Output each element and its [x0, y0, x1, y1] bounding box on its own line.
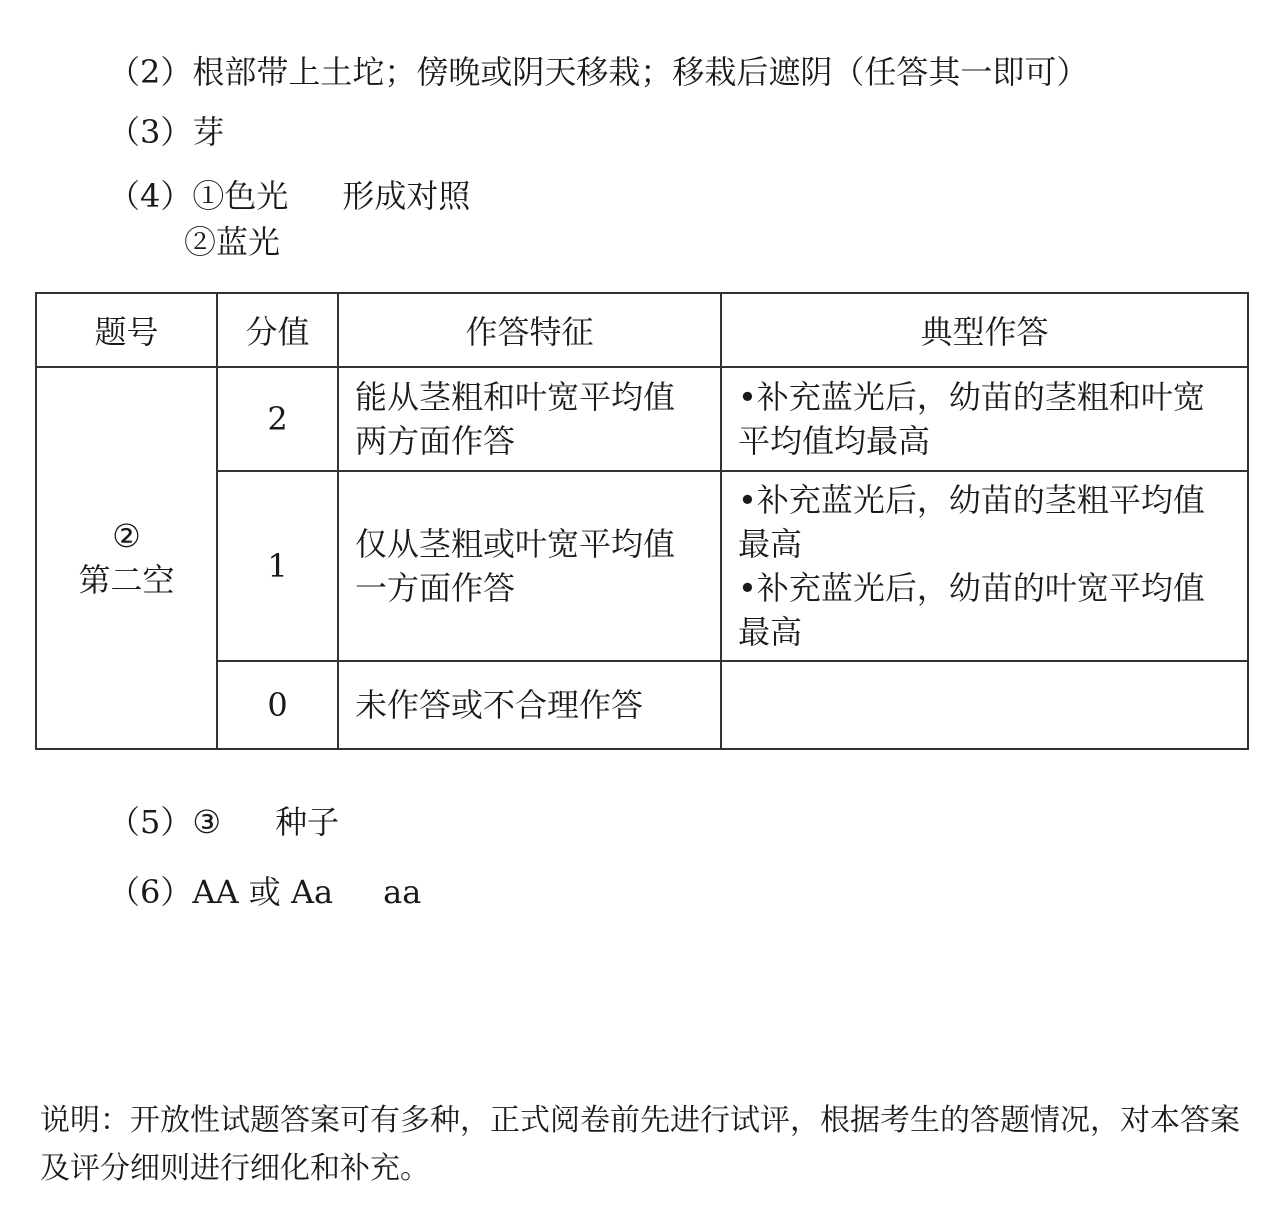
answer-5-number: （5）: [108, 803, 193, 841]
answer-2-text: 根部带上土坨；傍晚或阴天移栽；移栽后遮阴（任答其一即可）: [192, 53, 1089, 91]
answer-5-part1: ③: [192, 803, 222, 841]
typical-answer: •补充蓝光后，幼苗的茎粗和叶宽平均值均最高: [738, 378, 1205, 460]
score-cell: 1: [217, 471, 338, 661]
feature-text: 仅从茎粗或叶宽平均值一方面作答: [355, 525, 676, 607]
typical-answer: •补充蓝光后，幼苗的茎粗平均值最高: [738, 481, 1205, 563]
grading-note: 说明：开放性试题答案可有多种，正式阅卷前先进行试评，根据考生的答题情况，对本答案及评分细则进行细化和补充。: [40, 1103, 1240, 1186]
answer-2-number: （2）: [108, 53, 193, 91]
table-header-row: [36, 293, 1248, 367]
typical-cell: [721, 661, 1248, 749]
answer-4-number: （4）: [108, 177, 193, 215]
header-question: 题号: [36, 293, 217, 367]
typical-cell: [721, 367, 1248, 471]
table-row: [36, 367, 1248, 471]
answer-2: [108, 52, 1088, 92]
answer-3: [108, 112, 224, 152]
answer-4-part2: ②蓝光: [184, 223, 281, 261]
scoring-table: [35, 292, 1249, 750]
answer-4: [108, 176, 470, 216]
answer-4-part1: ①色光: [192, 177, 289, 215]
feature-cell: [338, 367, 721, 471]
score-cell: 2: [217, 367, 338, 471]
answer-6-part2: aa: [383, 873, 422, 911]
answer-4-part1b: 形成对照: [342, 177, 471, 215]
answer-5-part2: 种子: [275, 803, 340, 841]
answer-6-part1: AA 或 Aa: [192, 873, 334, 911]
answer-5: [108, 802, 339, 842]
typical-cell: [721, 471, 1248, 661]
feature-cell: [338, 471, 721, 661]
table-row: [36, 661, 1248, 749]
question-label-2: 第二空: [78, 561, 175, 599]
question-cell: [36, 367, 217, 749]
header-feature: 作答特征: [338, 293, 721, 367]
answer-3-number: （3）: [108, 113, 193, 151]
table-row: [36, 471, 1248, 661]
feature-cell: [338, 661, 721, 749]
answer-4-line2: [184, 222, 280, 262]
answer-6: [108, 872, 421, 912]
score-cell: 0: [217, 661, 338, 749]
header-typical: 典型作答: [721, 293, 1248, 367]
feature-text: 未作答或不合理作答: [355, 686, 644, 724]
feature-text: 能从茎粗和叶宽平均值两方面作答: [355, 378, 676, 460]
header-score: 分值: [217, 293, 338, 367]
typical-answer: •补充蓝光后，幼苗的叶宽平均值最高: [738, 569, 1205, 651]
question-label-1: ②: [112, 517, 141, 555]
answer-3-text: 芽: [192, 113, 225, 151]
answer-6-number: （6）: [108, 873, 193, 911]
